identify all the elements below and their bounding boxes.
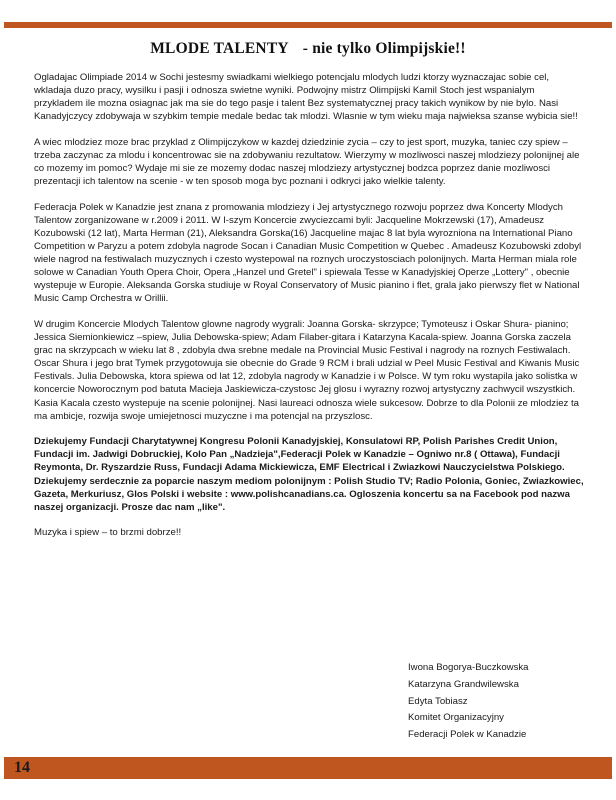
article-body (34, 71, 586, 552)
top-accent-band (4, 22, 612, 28)
footer-bar (4, 757, 612, 779)
page-number: 14 (14, 759, 30, 776)
paragraph-youth: A wiec mlodziez moze brac przyklad z Olimpijczykow w kazdej dziedzinie zycia – czy to jest sport, muzyka, taniec czy spiew – trzeba zaczynac za mlodu i koncentrowac sie na zdobywaniu rezultatow. Wierzymy w mozliwosci naszej mlodziezy polonijnej ale co mozemy im pomoc? Wydaje mi sie ze mozemy dodac naszej mlodziezy artystycznej bodzca poprzez danie mozliwosci prezentacji ich talentow na scenie - w ten sposob moga byc poznani i odkryci jako wielkie talenty. (34, 136, 580, 188)
title-subtitle: - nie tylko Olimpijskie!! (302, 40, 466, 57)
signature-block (408, 660, 529, 744)
signature-line: Iwona Bogorya-Buczkowska (408, 662, 529, 673)
paragraph-thanks: Dziekujemy Fundacji Charytatywnej Kongresu Polonii Kanadyjskiej, Konsulatowi RP, Polish Parishes Credit Union, Fundacji im. Jadwigi Dobruckiej, Kolo Pan „Nadzieja",Federacji Polek w Kanadzie – Ogniwo nr.8 ( Ottawa), Fundacji Reymonta, Dr. Ryszardzie Russ, Fundacji Adama Mickiewicza, EMF Electrical i Zwiazkowi Nauczycielstwa Polskiego. Dziekujemy serdecznie za poparcie naszym mediom polonijnym : Polish Studio TV; Radio Polonia, Goniec, Zwiazkowiec, Gazeta, Merkuriusz, Glos Polski i website : www.polishcanadians.ca. Ogloszenia koncertu sa na Facebook pod nazwa naszej organizacji. Prosze dac nam „like". (34, 436, 584, 513)
signature-line: Edyta Tobiasz (408, 695, 468, 707)
signature-line: Federacji Polek w Kanadzie (408, 729, 527, 741)
top-header-bar (0, 0, 616, 34)
signature-line: Komitet Organizacyjny (408, 712, 504, 724)
signature-line: Katarzyna Grandwilewska (408, 678, 519, 690)
paragraph-first-concert: Federacja Polek w Kanadzie jest znana z promowania mlodziezy i Jej artystycznego rozwoju poprzez dwa Koncerty Mlodych Talentow zorganizowane w r.2009 i 2011. W I-szym Koncercie zwyciezcami byli: Jacqueline Mokrzewski (17), Amadeusz Kozubowski (12 lat), Marta Herman (21), Aleksandra Gorska(16) Jacqueline majac 8 lat byla wyrozniona na International Piano Competition w Paryzu a potem zdobyla nagrode Socan i Canadian Music Competition w Quebec . Amadeusz Kozubowski zdobyl wiele nagrod na festiwalach muzycznych i czesto wystepowal na roznych uroczystosciach polonijnych. Marta Herman miala role solowe w Canadian Youth Opera Choir, Opera „Hanzel und Gretel" i spiewala Tesse w Kanadyjskiej Operze „Lottery" , obecnie wystepuje w Europie. Aleksanda Gorska studiuje w Royal Conservatory of Music pianino i flet, grala jako pierwszy flet w National Music Camp Orchestra w Orillii. (34, 201, 582, 305)
title-main: MLODE TALENTY (150, 40, 289, 57)
article-title (0, 40, 616, 58)
paragraph-intro: Ogladajac Olimpiade 2014 w Sochi jestesmy swiadkami wielkiego potencjalu mlodych ludzi ktorzy wyznaczajac sobie cel, wkladaja duzo pracy, wysilku i pasji i odnosza swietne wyniki. Podwojny mistrz Olimpijski Kamil Stoch jest wspanialym przykladem ile mozna osiagnac jak ma sie do tego pasje i talent Bez systematycznej pracy takich wynikow by nie bylo. Nasi Kanadyjczycy zdobywaja w szybkim tempie medale bedac tak mlodzi. Wlasnie w tym wieku maja najwieksa szanse wybicia sie!! (34, 72, 578, 123)
paragraph-closing: Muzyka i spiew – to brzmi dobrze!! (34, 527, 182, 539)
paragraph-second-concert: W drugim Koncercie Mlodych Talentow glowne nagrody wygrali: Joanna Gorska- skrzypce; Tymoteusz i Oskar Shura- pianino; Jessica Siemionkiewicz –spiew, Julia Debowska-spiew; Adam Filaber-gitara i Katarzyna Kacala-spiew. Joanna Gorska zaczela grac na skrzypcach w wieku lat 8 , zdobyla dwa srebne medale na Provincial Music Festival i nagrody na roznych Festiwalach. Oscar Shura i jego brat Tymek przygotowuja sie obecnie do Grade 9 RCM i brali udzial w Peel Music Festival and Kiwanis Music Festivals. Julia Debowska, ktora spiewa od lat 12, zdobyla nagrody w Kanadzie i w Polsce. W tym roku wystapila jako solistka w koncercie Noworocznym pod batuta Macieja Jaskiewicza-czystosc Jej glosu i wyrazny rozwoj artystyczny zachwycil wszystkich. Kasia Kacala czesto wystepuje na scenie polonijnej. Nasi laureaci odnosza wiele sukcesow. Dobrze to dla Polonii ze mlodziez ta ma ambicje, rozwija swoje umiejetnosci muzyczne i ma potencjal na przyszlosc. (34, 319, 580, 422)
